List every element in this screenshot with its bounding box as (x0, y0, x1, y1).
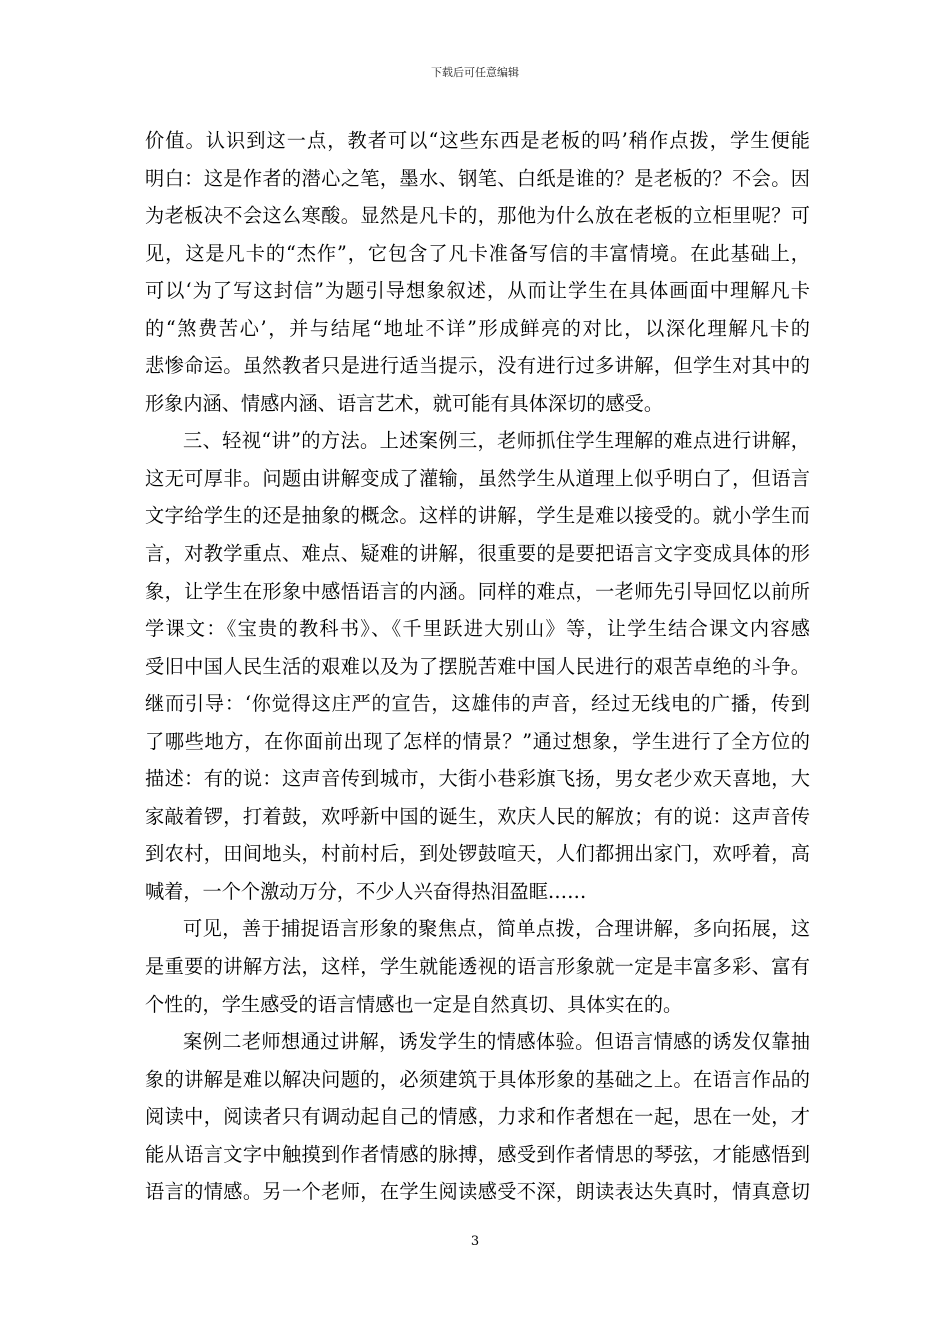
text-line: 形象内涵、情感内涵、语言艺术，就可能有具体深切的感受。 (145, 391, 664, 415)
text-line: 描述：有的说：这声音传到城市，大街小巷彩旗飞扬，男女老少欢天喜地，大 (145, 767, 810, 791)
text-line: 语言的情感。另一个老师，在学生阅读感受不深，朗读表达失真时，情真意切 (145, 1180, 810, 1204)
text-line: 喊着，一个个激动万分，不少人兴奋得热泪盈眶…… (145, 879, 587, 903)
text-line: 象的讲解是难以解决问题的，必须建筑于具体形象的基础之上。在语言作品的 (145, 1067, 810, 1091)
text-line: 学课文：《宝贵的教科书》、《千里跃进大别山》等，让学生结合课文内容感 (145, 617, 810, 641)
document-body (145, 122, 810, 1211)
text-line: 是重要的讲解方法，这样，学生就能透视的语言形象就一定是丰富多彩、富有 (145, 955, 810, 979)
text-line: 个性的，学生感受的语言情感也一定是自然真切、具体实在的。 (145, 992, 683, 1016)
text-line: 家敲着锣，打着鼓，欢呼新中国的诞生，欢庆人民的解放；有的说：这声音传 (145, 804, 810, 828)
text-line: 案例二老师想通过讲解，诱发学生的情感体验。但语言情感的诱发仅靠抽 (183, 1030, 810, 1054)
text-line: 这无可厚非。问题由讲解变成了灌输，虽然学生从道理上似乎明白了，但语言 (145, 466, 810, 490)
text-line: 能从语言文字中触摸到作者情感的脉搏，感受到作者情思的琴弦，才能感悟到 (145, 1142, 810, 1166)
page-number: 3 (470, 1234, 480, 1249)
page-header: 下载后可任意编辑 (431, 66, 519, 79)
text-line: 价值。认识到这一点，教者可以“这些东西是老板的吗’稍作点拨，学生便能 (145, 129, 810, 152)
text-line: 悲惨命运。虽然教者只是进行适当提示，没有进行过多讲解，但学生对其中的 (145, 354, 810, 378)
text-line: 的“煞费苦心’，并与结尾“地址不详”形成鲜亮的对比，以深化理解凡卡的 (145, 316, 810, 340)
text-line: 了哪些地方，在你面前出现了怎样的情景？”通过想象，学生进行了全方位的 (145, 729, 810, 753)
text-line: 言，对教学重点、难点、疑难的讲解，很重要的是要把语言文字变成具体的形 (145, 542, 810, 566)
text-line: 三、轻视“讲”的方法。上述案例三，老师抓住学生理解的难点进行讲解， (183, 429, 810, 453)
text-line: 文字给学生的还是抽象的概念。这样的讲解，学生是难以接受的。就小学生而 (145, 504, 810, 528)
text-line: 受旧中国人民生活的艰难以及为了摆脱苦难中国人民进行的艰苦卓绝的斗争。 (145, 654, 810, 678)
text-line: 继而引导：‘你觉得这庄严的宣告，这雄伟的声音，经过无线电的广播，传到 (145, 692, 810, 716)
text-line: 象，让学生在形象中感悟语言的内涵。同样的难点，一老师先引导回忆以前所 (145, 579, 810, 603)
text-line: 可以‘为了写这封信”为题引导想象叙述，从而让学生在具体画面中理解凡卡 (145, 279, 810, 303)
text-line: 到农村，田间地头，村前村后，到处锣鼓喧天，人们都拥出家门，欢呼着，高 (145, 842, 810, 866)
text-line: 为老板决不会这么寒酸。显然是凡卡的，那他为什么放在老板的立柜里呢？可 (145, 204, 810, 228)
text-line: 明白：这是作者的潜心之笔，墨水、钢笔、白纸是谁的？是老板的？不会。因 (145, 166, 810, 190)
text-line: 见，这是凡卡的“杰作”，它包含了凡卡准备写信的丰富情境。在此基础上， (145, 241, 810, 265)
text-line: 阅读中，阅读者只有调动起自己的情感，力求和作者想在一起，思在一处，才 (145, 1105, 810, 1129)
text-line: 可见，善于捕捉语言形象的聚焦点，简单点拨，合理讲解，多向拓展，这 (183, 917, 810, 941)
